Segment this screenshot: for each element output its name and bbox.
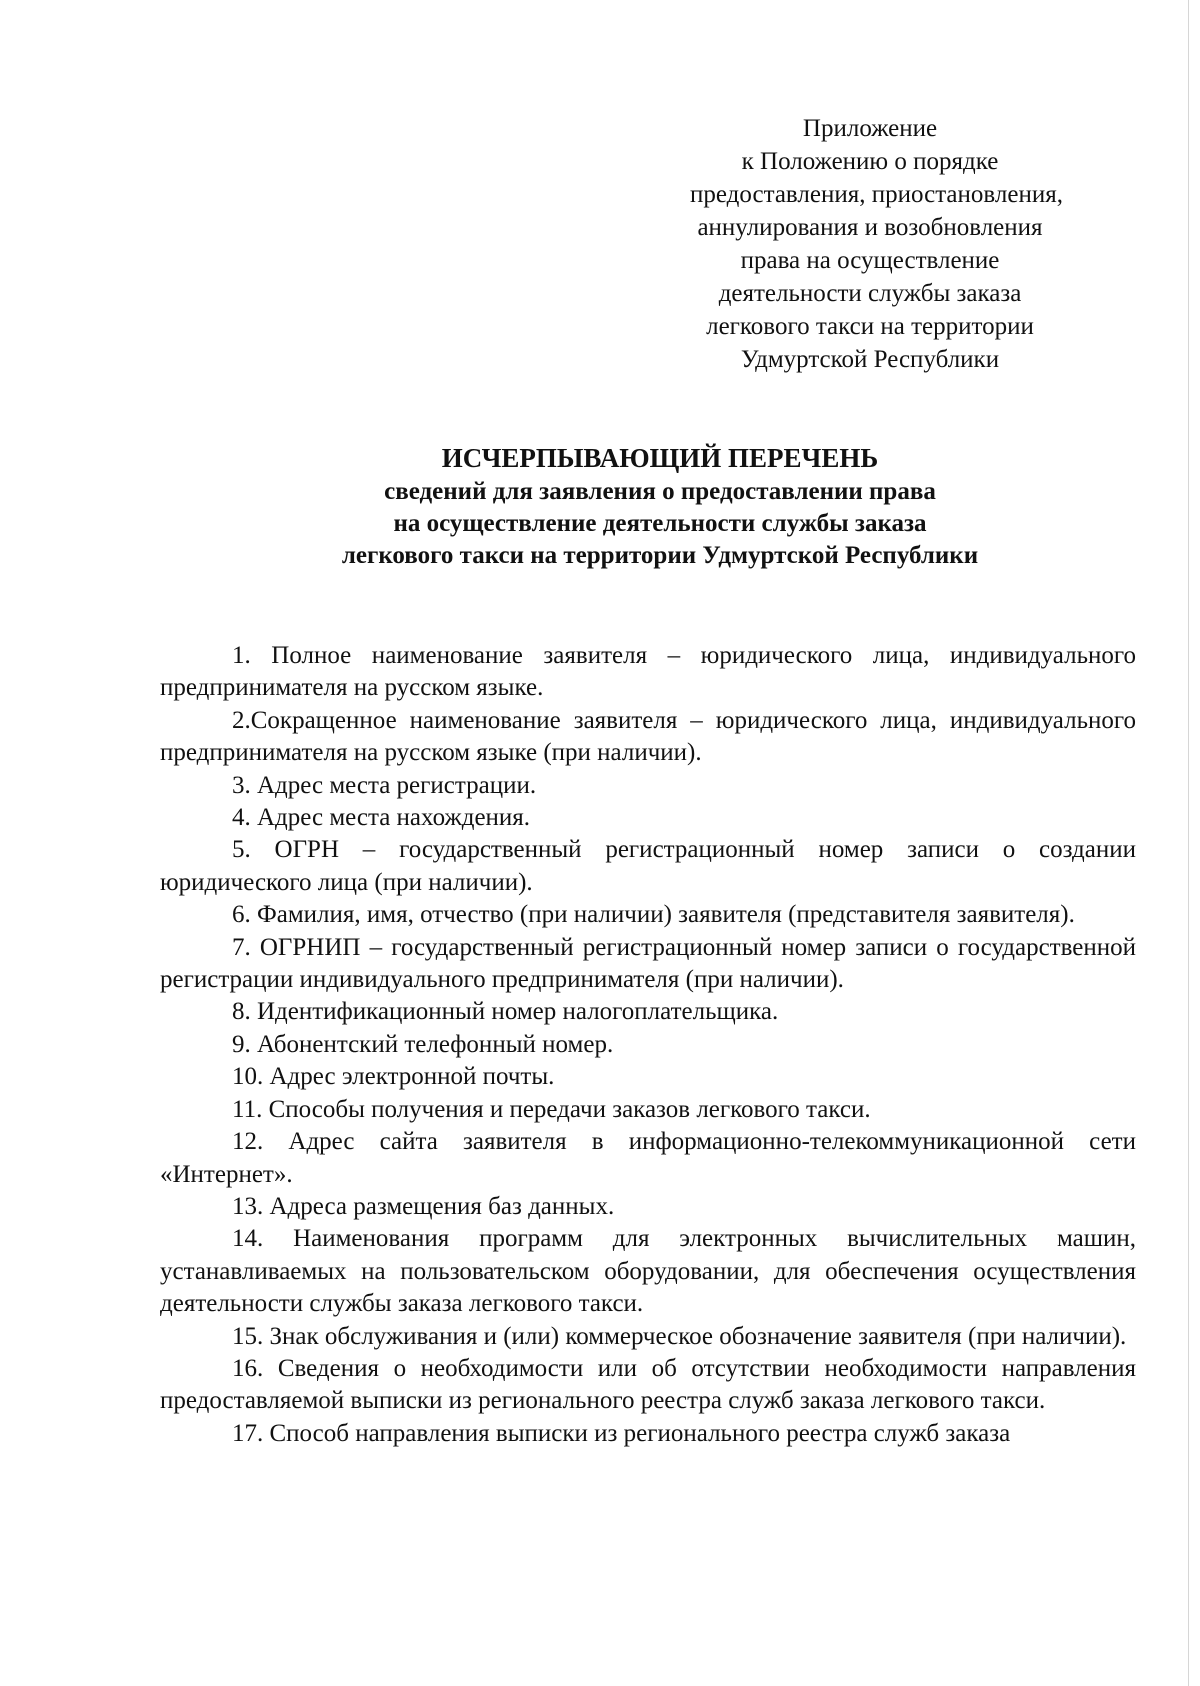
list-item: 16. Сведения о необходимости или об отсутствии необходимости направления предоставляемой выписки из регионального реестра служб заказа легкового такси. [160,1354,1136,1415]
annex-line: Приложение [802,115,938,142]
list-item: 11. Способы получения и передачи заказов легкового такси. [232,1095,871,1123]
annex-block [690,112,1063,376]
document-heading [160,440,1160,572]
list-item: 1. Полное наименование заявителя – юридического лица, индивидуального предпринимателя на русском языке. [160,642,1136,702]
scan-edge-line [1188,0,1189,1686]
item-list [160,640,1136,1450]
document-title: ИСЧЕРПЫВАЮЩИЙ ПЕРЕЧЕНЬ [441,443,879,473]
list-item: 6. Фамилия, имя, отчество (при наличии) заявителя (представителя заявителя). [232,901,1075,929]
list-item: 10. Адрес электронной почты. [232,1063,555,1091]
document-subtitle-line: сведений для заявления о предоставлении права [384,478,936,505]
list-item: 2.Сокращенное наименование заявителя – юридического лица, индивидуального предпринимателя на русском языке (при наличии). [160,706,1136,767]
annex-line: к Положению о порядке [741,148,999,175]
list-item: 9. Абонентский телефонный номер. [232,1030,614,1058]
document-subtitle-line: легкового такси на территории Удмуртской Республики [341,542,979,569]
list-item: 4. Адрес места нахождения. [232,804,531,832]
list-item: 7. ОГРНИП – государственный регистрационный номер записи о государственной регистрации индивидуального предпринимателя (при наличии). [160,933,1136,994]
annex-line: аннулирования и возобновления [697,214,1043,241]
list-item: 14. Наименования программ для электронных вычислительных машин, устанавливаемых на пользовательском оборудовании, для обеспечения осуществления деятельности службы заказа легкового такси. [160,1225,1136,1318]
annex-line: права на осуществление [740,247,1000,274]
annex-line: предоставления, приостановления, [690,181,1063,208]
list-item: 3. Адрес места регистрации. [232,771,537,799]
list-item: 17. Способ направления выписки из регионального реестра служб заказа [232,1419,1011,1447]
list-item: 5. ОГРН – государственный регистрационный номер записи о создании юридического лица (при наличии). [160,836,1136,896]
document-subtitle-line: на осуществление деятельности службы заказа [393,510,927,537]
annex-line: деятельности службы заказа [718,280,1022,307]
list-item: 13. Адреса размещения баз данных. [232,1192,615,1220]
list-item: 8. Идентификационный номер налогоплательщика. [232,998,779,1026]
annex-line: легкового такси на территории [706,313,1034,340]
annex-line: Удмуртской Республики [740,346,1000,373]
list-item: 12. Адрес сайта заявителя в информационно-телекоммуникационной сети «Интернет». [160,1128,1136,1188]
list-item: 15. Знак обслуживания и (или) коммерческое обозначение заявителя (при наличии). [232,1322,1127,1350]
